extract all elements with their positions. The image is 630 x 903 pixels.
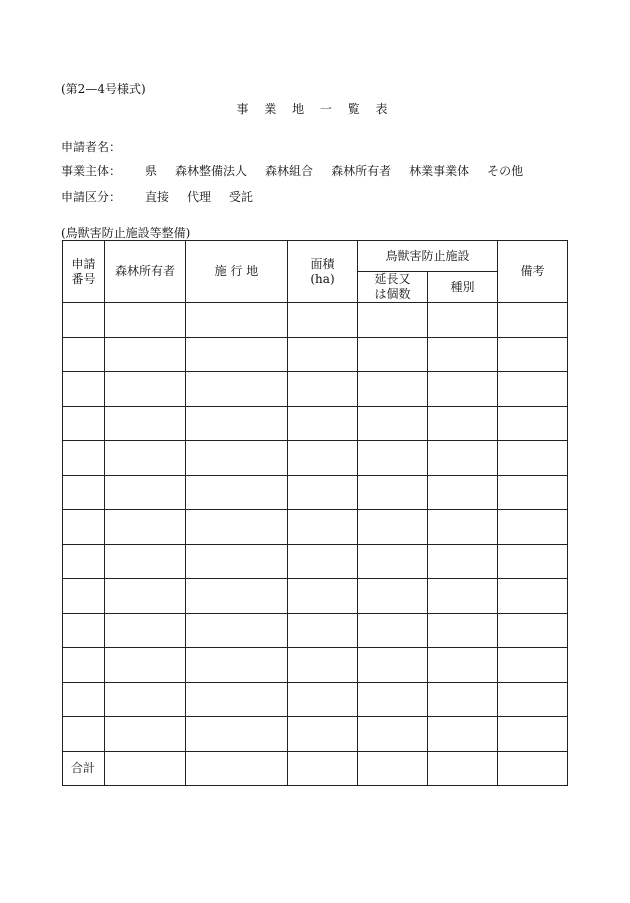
header-forest-owner: 森林所有者 [105,241,186,303]
table-cell[interactable] [428,682,498,717]
table-row [63,613,568,648]
table-cell[interactable] [186,682,288,717]
header-area [288,241,358,303]
applicant-label: 申請者名： [61,140,122,154]
table-cell[interactable] [105,579,186,614]
table-cell[interactable] [428,544,498,579]
entity-label: 事業主体： [61,164,122,178]
table-cell[interactable] [288,579,358,614]
table-caption: (鳥獣害防止施設等整備) [61,226,191,240]
entity-option-other: その他 [487,164,524,178]
table-cell[interactable] [358,475,428,510]
header-length-line2: は個数 [374,287,411,301]
table-cell[interactable] [498,579,568,614]
table-cell[interactable] [288,372,358,407]
table-cell[interactable] [358,406,428,441]
table-cell[interactable] [63,475,105,510]
table-cell[interactable] [288,717,358,752]
table-cell[interactable] [288,337,358,372]
total-label: 合計 [63,751,105,786]
table-cell[interactable] [63,303,105,338]
table-cell[interactable] [63,682,105,717]
table-cell[interactable] [428,717,498,752]
table-row [63,441,568,476]
table-cell[interactable] [288,613,358,648]
table-cell[interactable] [428,475,498,510]
table-cell[interactable] [358,648,428,683]
header-app-no-line2: 番号 [71,271,96,286]
table-cell[interactable] [105,303,186,338]
table-cell[interactable] [358,751,428,786]
table-cell[interactable] [498,717,568,752]
header-app-no-line1: 申請 [71,256,96,271]
table-cell[interactable] [288,544,358,579]
table-cell[interactable] [105,682,186,717]
table-cell[interactable] [288,406,358,441]
table-cell[interactable] [186,441,288,476]
table-cell[interactable] [288,751,358,786]
table-cell[interactable] [288,441,358,476]
header-remarks: 備考 [498,241,568,303]
table-row [63,406,568,441]
table-cell[interactable] [288,648,358,683]
table-cell[interactable] [105,613,186,648]
table-cell[interactable] [105,544,186,579]
table-cell[interactable] [428,337,498,372]
table-cell[interactable] [63,613,105,648]
table-cell[interactable] [63,406,105,441]
table-cell[interactable] [63,544,105,579]
table-cell[interactable] [105,337,186,372]
table-cell[interactable] [186,613,288,648]
table-cell[interactable] [63,717,105,752]
table-row [63,510,568,545]
table-cell[interactable] [498,441,568,476]
table-cell[interactable] [428,648,498,683]
table-cell[interactable] [186,648,288,683]
table-cell[interactable] [105,717,186,752]
table-cell[interactable] [288,682,358,717]
table-cell[interactable] [358,337,428,372]
table-cell[interactable] [63,337,105,372]
table-cell[interactable] [63,648,105,683]
table-cell[interactable] [105,372,186,407]
table-cell[interactable] [186,510,288,545]
table-row [63,303,568,338]
table-cell[interactable] [105,475,186,510]
header-area-line1: 面積 [310,256,335,271]
table-cell[interactable] [186,579,288,614]
table-row [63,475,568,510]
table-cell[interactable] [288,475,358,510]
category-option-direct: 直接 [145,190,170,204]
table-row [63,544,568,579]
table-cell[interactable] [358,441,428,476]
table-cell[interactable] [186,544,288,579]
table-cell[interactable] [186,303,288,338]
table-cell[interactable] [186,372,288,407]
table-cell[interactable] [498,544,568,579]
table-cell[interactable] [358,303,428,338]
table-cell[interactable] [105,751,186,786]
document-title: 事 業 地 一 覧 表 [236,102,394,116]
table-cell[interactable] [358,372,428,407]
table-body [63,303,568,786]
business-entity-field [61,162,523,179]
table-cell[interactable] [63,579,105,614]
table-cell[interactable] [186,337,288,372]
table-cell[interactable] [186,406,288,441]
header-length-or-count [358,272,428,303]
category-option-consigned: 受託 [229,190,254,204]
table-cell[interactable] [428,406,498,441]
table-cell[interactable] [498,406,568,441]
table-cell[interactable] [428,751,498,786]
entity-option-forest-corp: 森林整備法人 [175,164,248,178]
entity-option-prefecture: 県 [145,164,158,178]
table-cell[interactable] [105,406,186,441]
header-location: 施 行 地 [186,241,288,303]
table-row [63,717,568,752]
table-row [63,372,568,407]
table-cell[interactable] [428,579,498,614]
table-cell[interactable] [358,579,428,614]
table-cell[interactable] [358,682,428,717]
category-label: 申請区分： [61,190,122,204]
table-cell[interactable] [186,751,288,786]
header-area-line2: (ha) [310,271,335,286]
table-cell[interactable] [428,510,498,545]
entity-option-forest-owner: 森林所有者 [331,164,392,178]
header-length-line1: 延長又 [374,272,411,286]
entity-option-forest-assoc: 森林組合 [265,164,314,178]
table-cell[interactable] [63,510,105,545]
total-row [63,751,568,786]
table-cell[interactable] [498,682,568,717]
table-cell[interactable] [498,648,568,683]
table-cell[interactable] [358,613,428,648]
table-cell[interactable] [358,510,428,545]
table-cell[interactable] [63,441,105,476]
table-cell[interactable] [358,544,428,579]
table-cell[interactable] [105,441,186,476]
table-cell[interactable] [288,510,358,545]
table-cell[interactable] [105,510,186,545]
table-row [63,648,568,683]
table-cell[interactable] [498,337,568,372]
table-cell[interactable] [498,751,568,786]
header-application-number [63,241,105,303]
table-row [63,682,568,717]
table-cell[interactable] [358,717,428,752]
table-cell[interactable] [63,372,105,407]
header-type: 種別 [428,272,498,303]
table-cell[interactable] [498,613,568,648]
table-cell[interactable] [186,475,288,510]
table-row [63,337,568,372]
table-cell[interactable] [428,303,498,338]
table-row [63,579,568,614]
form-number: (第2—4号様式) [61,82,146,96]
applicant-name-field [61,138,121,155]
table-cell[interactable] [498,303,568,338]
table-cell[interactable] [428,372,498,407]
category-option-proxy: 代理 [187,190,212,204]
table-cell[interactable] [498,372,568,407]
table-cell[interactable] [288,303,358,338]
table-cell[interactable] [428,613,498,648]
table-cell[interactable] [498,475,568,510]
table-cell[interactable] [428,441,498,476]
header-damage-prevention-facility: 鳥獣害防止施設 [358,241,498,272]
application-category-field [61,188,253,205]
entity-option-forestry-business: 林業事業体 [409,164,470,178]
project-site-table [62,240,568,786]
table-cell[interactable] [498,510,568,545]
table-cell[interactable] [186,717,288,752]
table-cell[interactable] [105,648,186,683]
